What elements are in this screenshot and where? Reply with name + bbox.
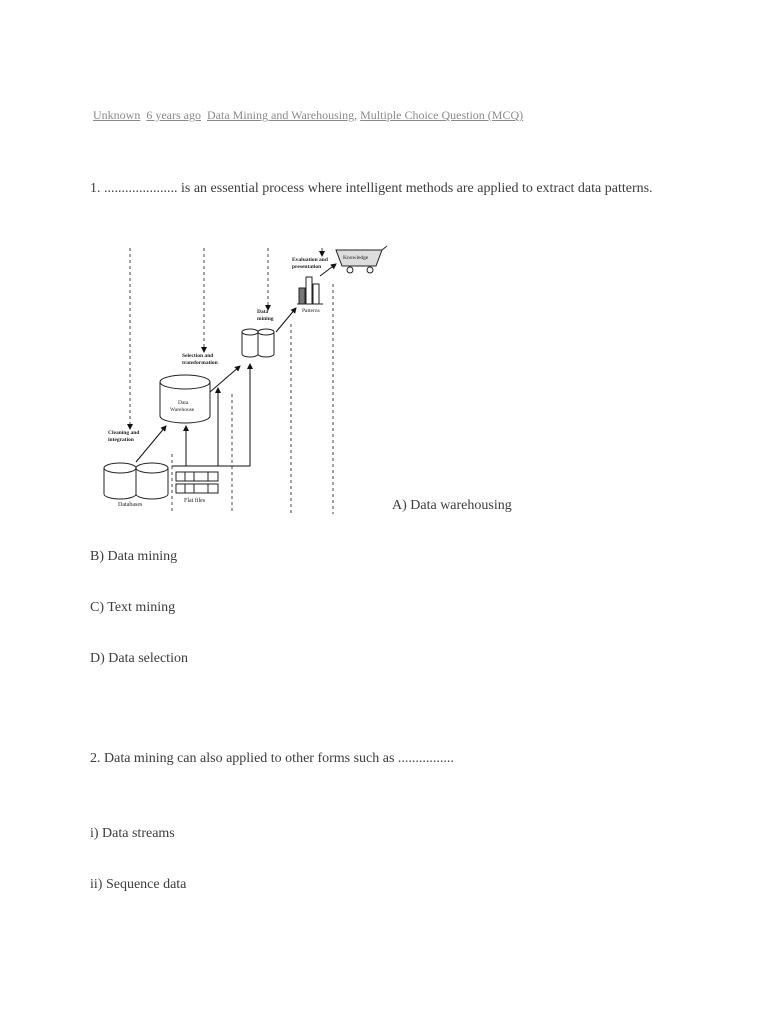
flat-files-icon	[176, 472, 218, 493]
label-selection-2: transformation	[182, 360, 218, 366]
category-link-dmw[interactable]: Data Mining and Warehousing	[207, 108, 355, 122]
label-selection-1: Selection and	[182, 353, 214, 359]
label-dw-2: Warehouse	[170, 407, 195, 413]
kdd-process-diagram	[100, 244, 390, 519]
label-patterns: Patterns	[302, 308, 320, 314]
label-evaluation-1: Evaluation and	[292, 257, 328, 263]
q1-option-a[interactable]: A) Data warehousing	[392, 498, 512, 513]
q1-option-b[interactable]: B) Data mining	[90, 549, 178, 564]
label-cleaning-1: Cleaning and	[108, 430, 140, 436]
question-1: 1. ..................... is an essential process where intelligent methods are applied to extract data patterns.	[90, 181, 653, 196]
data-warehouse-icon	[160, 375, 210, 423]
post-meta: Unknown 6 years ago Data Mining and Warehousing, Multiple Choice Question (MCQ)	[93, 108, 524, 122]
author-link[interactable]: Unknown	[93, 108, 141, 122]
label-databases: Databases	[118, 502, 143, 508]
label-flat-files: Flat files	[184, 498, 206, 504]
time-link[interactable]: 6 years ago	[146, 108, 201, 122]
databases-icon	[104, 463, 168, 499]
patterns-icon	[297, 277, 323, 304]
label-cleaning-2: integration	[108, 437, 134, 443]
label-mining-1: Data	[257, 309, 269, 315]
label-mining-2: mining	[257, 316, 274, 322]
data-mining-icon	[242, 329, 274, 357]
kdd-diagram-svg	[100, 244, 390, 519]
q2-item-2: ii) Sequence data	[90, 877, 187, 892]
category-link-mcq[interactable]: Multiple Choice Question (MCQ)	[360, 108, 524, 122]
q1-option-d[interactable]: D) Data selection	[90, 651, 188, 666]
question-2: 2. Data mining can also applied to other forms such as ................	[90, 751, 454, 766]
q1-option-c[interactable]: C) Text mining	[90, 600, 176, 615]
label-dw-1: Data	[178, 400, 189, 406]
label-evaluation-2: presentation	[292, 264, 322, 270]
q2-item-1: i) Data streams	[90, 826, 175, 841]
label-knowledge: Knowledge	[343, 255, 369, 261]
